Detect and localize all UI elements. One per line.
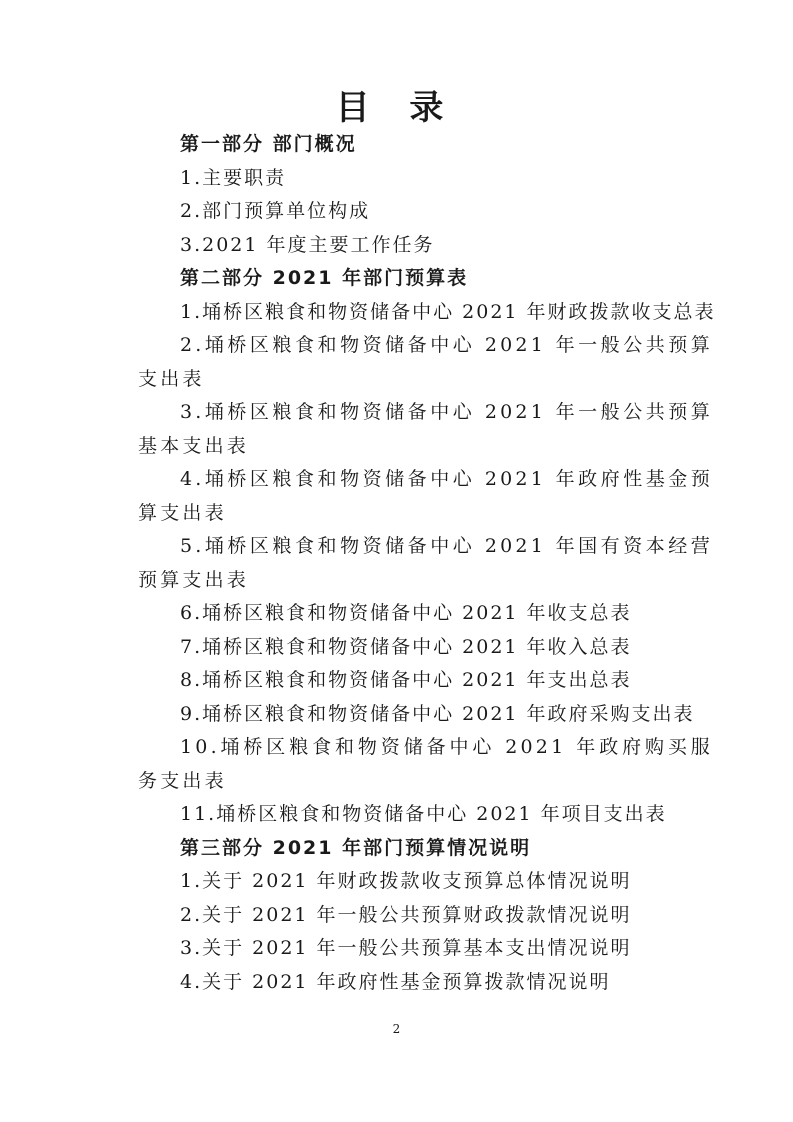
- toc-item: 5.埇桥区粮食和物资储备中心 2021 年国有资本经营预算支出表: [138, 535, 713, 591]
- section-heading-3: 第三部分 2021 年部门预算情况说明: [180, 836, 532, 859]
- toc-item: 3.2021 年度主要工作任务: [180, 233, 435, 256]
- toc-item: 7.埇桥区粮食和物资储备中心 2021 年收入总表: [180, 635, 632, 658]
- toc-item: 2.关于 2021 年一般公共预算财政拨款情况说明: [180, 903, 632, 926]
- toc-item: 9.埇桥区粮食和物资储备中心 2021 年政府采购支出表: [180, 702, 695, 725]
- toc-item: 3.关于 2021 年一般公共预算基本支出情况说明: [180, 937, 632, 959]
- page-number: 2: [392, 1022, 401, 1036]
- toc-item: 2.埇桥区粮食和物资储备中心 2021 年一般公共预算支出表: [138, 334, 713, 390]
- section-heading-1: 第一部分 部门概况: [180, 133, 357, 155]
- toc-item: 10.埇桥区粮食和物资储备中心 2021 年政府购买服务支出表: [138, 736, 713, 792]
- toc-item: 4.关于 2021 年政府性基金预算拨款情况说明: [180, 970, 611, 993]
- table-of-contents: [138, 128, 716, 999]
- toc-item: 2.部门预算单位构成: [180, 200, 371, 222]
- page-title: 目 录: [335, 88, 458, 128]
- toc-item: 6.埇桥区粮食和物资储备中心 2021 年收支总表: [180, 602, 632, 624]
- toc-item: 8.埇桥区粮食和物资储备中心 2021 年支出总表: [180, 669, 632, 691]
- toc-item: 1.主要职责: [180, 166, 287, 189]
- toc-item: 3.埇桥区粮食和物资储备中心 2021 年一般公共预算基本支出表: [138, 401, 713, 457]
- toc-item: 11.埇桥区粮食和物资储备中心 2021 年项目支出表: [180, 803, 667, 825]
- section-heading-2: 第二部分 2021 年部门预算表: [180, 267, 469, 289]
- toc-item: 1.关于 2021 年财政拨款收支预算总体情况说明: [180, 870, 632, 892]
- toc-item: 1.埇桥区粮食和物资储备中心 2021 年财政拨款收支总表: [180, 300, 716, 323]
- toc-item: 4.埇桥区粮食和物资储备中心 2021 年政府性基金预算支出表: [138, 468, 713, 524]
